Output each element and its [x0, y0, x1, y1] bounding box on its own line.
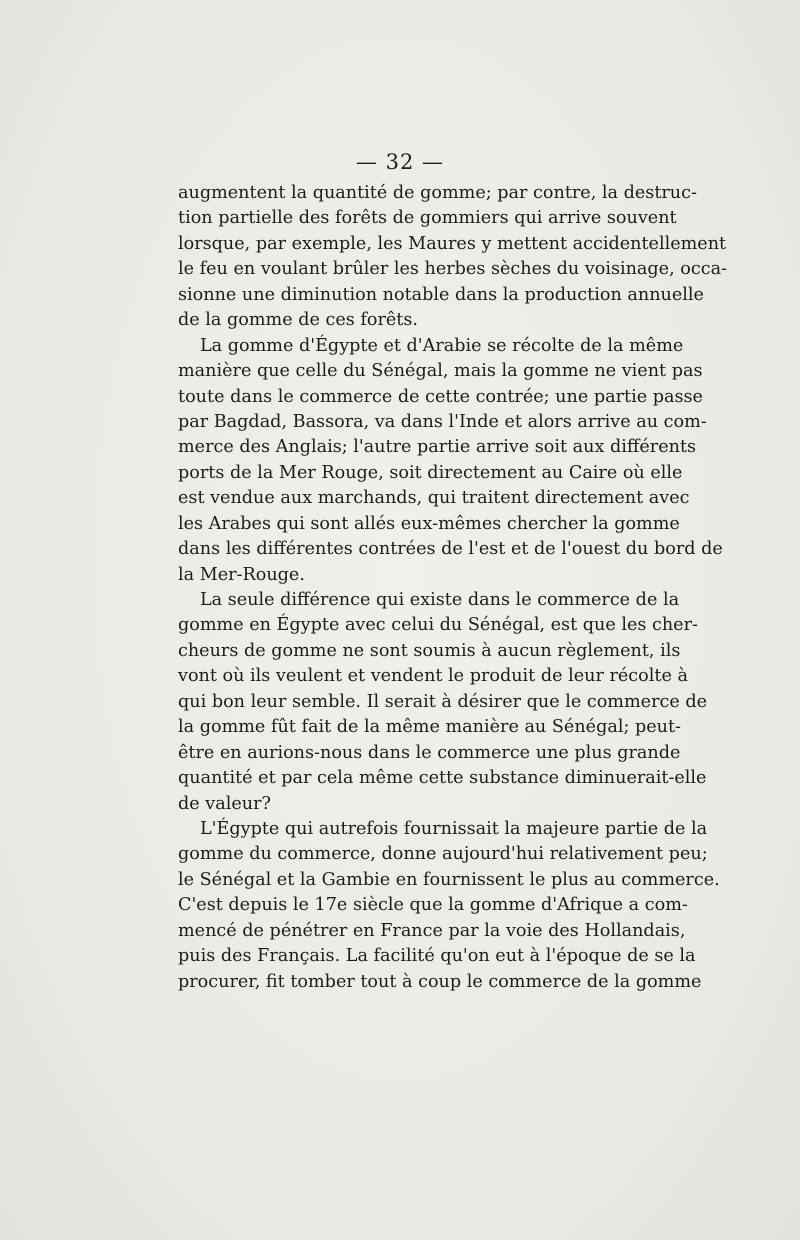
text-line: qui bon leur semble. Il serait à désirer que le commerce de — [178, 691, 708, 712]
text-line: le Sénégal et la Gambie en fournissent le plus au commerce. — [178, 869, 720, 890]
text-line: ports de la Mer Rouge, soit directement au Caire où elle — [178, 462, 683, 483]
text-line: le feu en voulant brûler les herbes sèches du voisinage, occa- — [178, 259, 728, 280]
text-line: merce des Anglais; l'autre partie arrive soit aux différents — [178, 437, 697, 458]
text-line: la Mer-Rouge. — [178, 564, 305, 585]
text-line: puis des Français. La facilité qu'on eut à l'époque de se la — [178, 946, 696, 967]
text-line: La gomme d'Égypte et d'Arabie se récolte de la même — [200, 335, 684, 356]
text-line: gomme en Égypte avec celui du Sénégal, est que les cher- — [178, 615, 698, 636]
text-line: La seule différence qui existe dans le commerce de la — [200, 590, 680, 610]
text-line: quantité et par cela même cette substance diminuerait-elle — [178, 768, 707, 789]
text-line: tion partielle des forêts de gommiers qui arrive souvent — [178, 208, 677, 229]
text-line: L'Égypte qui autrefois fournissait la majeure partie de la — [200, 818, 708, 839]
text-line: la gomme fût fait de la même manière au Sénégal; peut- — [178, 717, 681, 738]
text-line: est vendue aux marchands, qui traitent directement avec — [178, 488, 690, 509]
text-line: sionne une diminution notable dans la production annuelle — [178, 284, 704, 305]
text-line: dans les différentes contrées de l'est et de l'ouest du bord de — [178, 539, 723, 560]
text-line: cheurs de gomme ne sont soumis à aucun règlement, ils — [178, 640, 681, 661]
text-line: de valeur? — [178, 793, 271, 814]
text-line: manière que celle du Sénégal, mais la gomme ne vient pas — [178, 361, 703, 382]
text-line: être en aurions-nous dans le commerce une plus grande — [178, 742, 681, 763]
text-line: de la gomme de ces forêts. — [178, 310, 418, 331]
text-line: mencé de pénétrer en France par la voie des Hollandais, — [178, 920, 686, 941]
page-text — [178, 181, 728, 995]
text-line: les Arabes qui sont allés eux-mêmes chercher la gomme — [178, 513, 680, 534]
text-line: vont où ils veulent et vendent le produit de leur récolte à — [178, 666, 688, 687]
text-line: C'est depuis le 17e siècle que la gomme d'Afrique a com- — [178, 895, 688, 916]
text-line: augmentent la quantité de gomme; par contre, la destruc- — [178, 183, 697, 203]
text-line: lorsque, par exemple, les Maures y mettent accidentellement — [178, 233, 727, 254]
page-number: — 32 — — [355, 150, 445, 174]
text-line: procurer, fit tomber tout à coup le commerce de la gomme — [178, 971, 702, 992]
text-line: toute dans le commerce de cette contrée; une partie passe — [178, 386, 703, 407]
text-line: par Bagdad, Bassora, va dans l'Inde et alors arrive au com- — [178, 411, 707, 432]
text-line: gomme du commerce, donne aujourd'hui relativement peu; — [178, 844, 708, 865]
